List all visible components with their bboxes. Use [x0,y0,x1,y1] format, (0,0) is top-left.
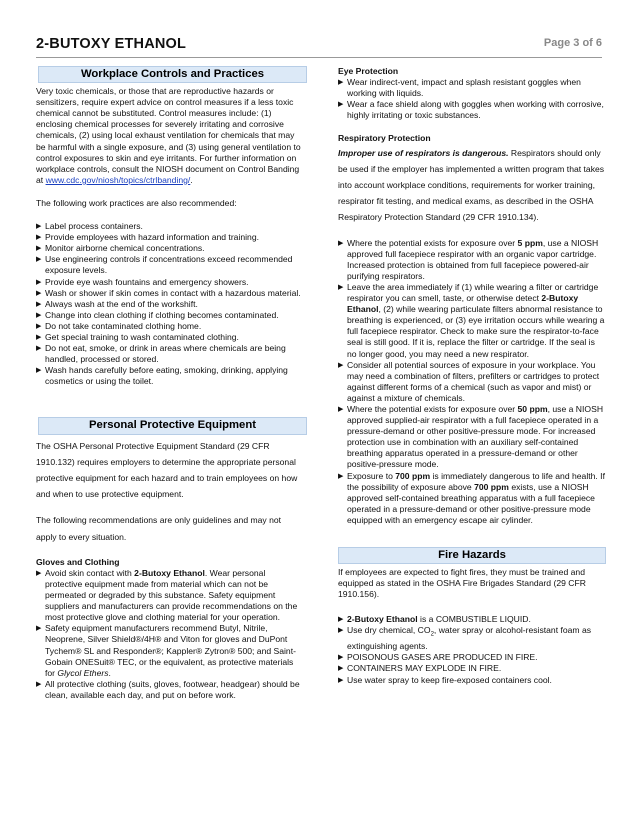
list-item: ▶ Do not eat, smoke, or drink in areas where chemicals are being handled, processed or stored. [36,343,286,365]
list-item: ▶ Provide employees with hazard information and training. [36,232,260,243]
fire-hazards-list [338,614,606,685]
right-column [338,66,606,686]
list-item: ▶ Where the potential exists for exposure over 5 ppm, use a NIOSH approved full facepiece respirator with an organic vapor cartridge. Increased protection is obtained from full facepiece powered-air purifying respirators. [338,237,599,281]
list-item: ▶ Use engineering controls if concentrations exceed recommended exposure levels. [36,254,293,276]
work-practices-lead: The following work practices are also recommended: [36,197,237,208]
ppe-intro: The OSHA Personal Protective Equipment Standard (29 CFR 1910.132) requires employers to determine the appropriate personal protective equipment for each hazard and to train employees on how and when to use protective equipment. [36,440,298,500]
ppe-heading: Personal Protective Equipment [38,417,307,434]
respiratory-heading: Respiratory Protection [338,133,431,144]
list-item: ▶ Leave the area immediately if (1) while wearing a filter or cartridge respirator you can smell, taste, or otherwise detect 2-Butoxy Ethanol, (2) while wearing particulate filters abnormal resistance to breathing is experienced, or (3) eye irritation occurs while wearing a full facepiece respirator. Check to make sure the respirator-to-face seal is still good. If it is, replace the filter or cartridge. If the seal is no longer good, you may need a new respirator. [338,281,605,359]
header-rule [36,57,602,58]
list-item: ▶ Wear a face shield along with goggles when working with corrosive, highly irritating or toxic substances. [338,99,604,121]
work-practices-list [36,221,302,387]
respiratory-list [338,238,606,526]
list-item: ▶ Use dry chemical, $CO_2$, water spray or alcohol-resistant foam as extinguishing agents. [338,625,592,652]
list-item: ▶ Use water spray to keep fire-exposed containers cool. [338,674,552,685]
list-item: ▶ Change into clean clothing if clothing becomes contaminated. [36,309,279,320]
list-item: ▶ Exposure to 700 ppm is immediately dangerous to life and health. If the possibility of exposure above 700 ppm exists, use a NIOSH approved self-contained breathing apparatus with a full facepiece operated in a pressure-demand or other positive-pressure mode equipped with an emergency escape air cylinder. [338,470,605,525]
list-item: ▶ Monitor airborne chemical concentrations. [36,243,205,254]
list-item: ▶ Where the potential exists for exposure over 50 ppm, use a NIOSH approved supplied-air respirator with a full facepiece operated in a pressure-demand or other positive-pressure mode. For increased protection use in combination with an auxiliary self-contained breathing apparatus operated in a pressure-demand or other positive-pressure mode. [338,403,604,470]
list-item: ▶ Consider all potential sources of exposure in your workplace. You may need a combination of filters, prefilters or cartridges to protect against different forms of a chemical (such as vapor and mist) or against a mixture of chemicals. [338,359,600,403]
list-item: ▶ CONTAINERS MAY EXPLODE IN FIRE. [338,663,502,674]
list-item: ▶ Wear indirect-vent, impact and splash resistant goggles when working with liquids. [338,77,581,99]
list-item: ▶ Provide eye wash fountains and emergency showers. [36,276,249,287]
workplace-controls-heading: Workplace Controls and Practices [38,66,307,83]
list-item: ▶ Wash hands carefully before eating, smoking, drinking, applying cosmetics or using the toilet. [36,365,288,387]
eye-protection-heading: Eye Protection [338,66,399,76]
page-number: Page 3 of 6 [543,37,602,49]
list-item: ▶ POISONOUS GASES ARE PRODUCED IN FIRE. [338,652,538,663]
list-item: ▶ Safety equipment manufacturers recommend Butyl, Nitrile, Neoprene, Silver Shield®/4H® and Viton for gloves and DuPont Tychem® SL and Responder®; Kappler® Zytron® 500; and Saint-Gobain ONESuit® TEC, or the equivalent, as protective materials for Glycol Ethers. [36,623,296,678]
list-item: ▶ 2-Butoxy Ethanol is a COMBUSTIBLE LIQUID. [338,614,531,625]
eye-protection-list [338,77,606,121]
gloves-list [36,568,302,701]
document-title: 2-BUTOXY ETHANOL [36,36,187,52]
workplace-controls-intro: Very toxic chemicals, or those that are reproductive hazards or sensitizers, require expert advice on control measures if a less toxic chemical cannot be substituted. Control measures include: (1) enclosing chemical processes for severely irritating and corrosive chemicals, (2) using local exhaust ventilation for chemicals that may be harmful with a single exposure, and (3) using general ventilation to control exposures to skin and eye irritants. For further information on workplace controls, consult the NIOSH document on Control Banding at www.cdc.gov/niosh/topics/ctrlbanding/. [36,86,301,185]
list-item: ▶ Do not take contaminated clothing home. [36,320,202,331]
list-item: ▶ All protective clothing (suits, gloves, footwear, headgear) should be clean, available each day, and put on before work. [36,678,300,700]
page-header [36,36,602,58]
list-item: ▶ Avoid skin contact with 2-Butoxy Ethanol. Wear personal protective equipment made from material which can not be permeated or degraded by this substance. Safety equipment suppliers and manufacturers can provide recommendations on the most protective glove and clothing material for your operation. [36,567,298,623]
left-column [36,66,302,701]
list-item: ▶ Get special training to wash contaminated clothing. [36,331,239,342]
list-item: ▶ Always wash at the end of the workshift. [36,298,198,309]
gloves-heading: Gloves and Clothing [36,556,120,567]
respiratory-intro: Improper use of respirators is dangerous. Respirators should only be used if the employer has implemented a written program that takes into account workplace conditions, requirements for worker training, respirator fit testing, and medical exams, as described in the OSHA Respiratory Protection Standard (29 CFR 1910.134). [338,147,605,223]
ppe-guidelines: The following recommendations are only guidelines and may not apply to every situation. [36,515,282,542]
list-item: ▶ Label process containers. [36,221,143,232]
control-banding-link[interactable]: www.cdc.gov/niosh/topics/ctrlbanding/ [45,174,191,185]
fire-hazards-heading: Fire Hazards [338,547,606,564]
list-item: ▶ Wash or shower if skin comes in contact with a hazardous material. [36,287,301,298]
fire-hazards-intro: If employees are expected to fight fires, they must be trained and equipped as stated in the OSHA Fire Brigades Standard (29 CFR 1910.156). [338,567,586,600]
